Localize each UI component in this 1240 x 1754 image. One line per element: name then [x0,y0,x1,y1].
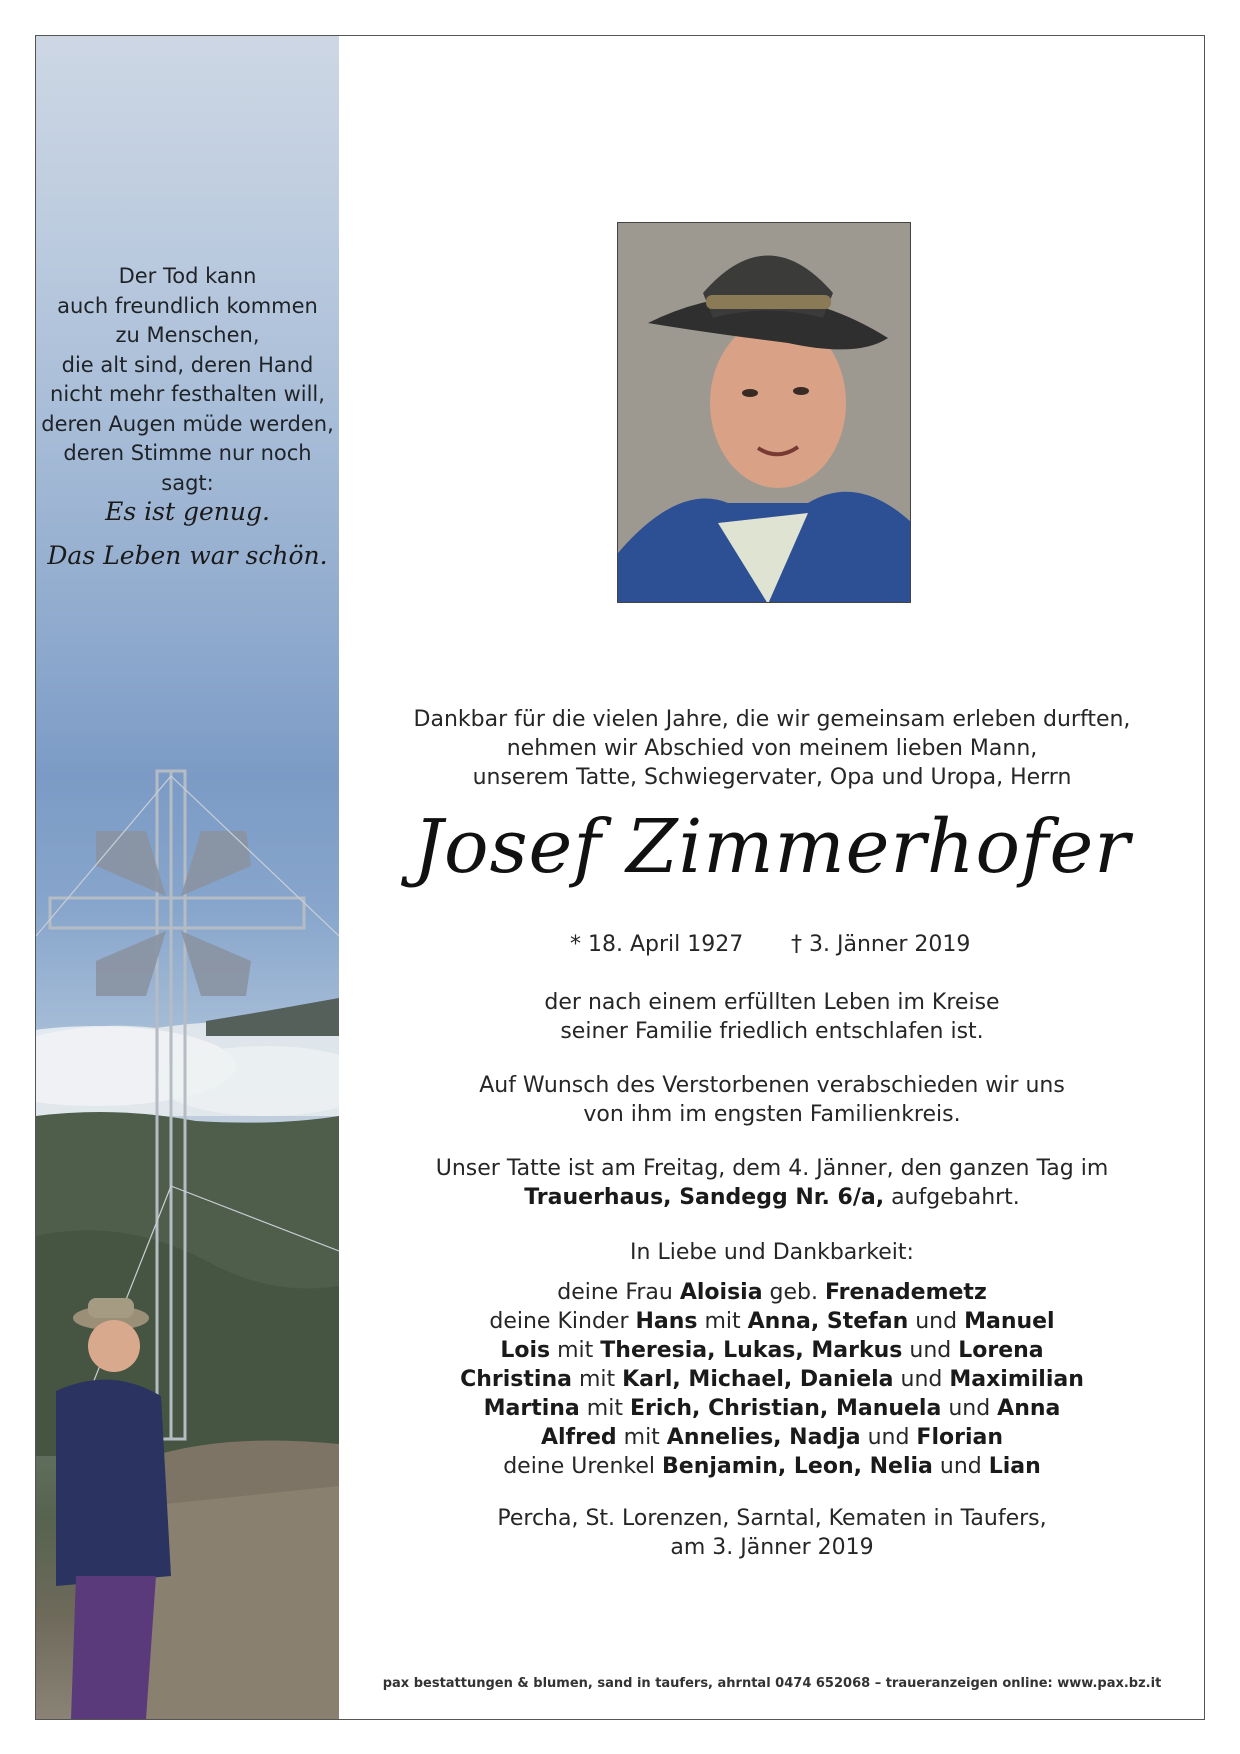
quote-line: deren Augen müde werden, [41,411,334,436]
quote-line: auch freundlich kommen [57,293,318,318]
quote-closing [36,490,339,578]
family-name: Lois [500,1338,551,1363]
family-name: Anna, Stefan [747,1309,909,1334]
birth-date: * 18. April 1927 [570,932,744,957]
family-connector: mit [579,1396,630,1421]
family-name: Anna [997,1396,1061,1421]
quote-script-line: Es ist genug. [105,497,270,526]
quote-line: deren Stimme nur noch sagt: [63,441,312,495]
family-connector: und [932,1454,989,1479]
family-line [339,1336,1205,1365]
family-line [339,1452,1205,1481]
viewing-info [339,1154,1205,1212]
passing-line: seiner Familie friedlich entschlafen ist. [560,1019,984,1044]
family-name: Lian [988,1454,1041,1479]
family-connector: deine Kinder [489,1309,636,1334]
family-line [339,1307,1205,1336]
family-connector: und [908,1309,965,1334]
place-line: Percha, St. Lorenzen, Sarntal, Kematen in Taufers, [497,1506,1047,1531]
family-name: Manuel [964,1309,1055,1334]
family-name: Lorena [958,1338,1044,1363]
place-date [339,1504,1205,1562]
intro-text [339,705,1205,792]
deceased-name: Josef Zimmerhofer [413,804,1131,890]
family-connector: mit [616,1425,667,1450]
date-line: am 3. Jänner 2019 [670,1535,874,1560]
family-name: Erich, Christian, Manuela [629,1396,942,1421]
portrait-photo [617,222,911,603]
family-connector: und [902,1338,959,1363]
family-name: Martina [483,1396,580,1421]
passing-text [339,988,1205,1046]
family-connector: mit [697,1309,748,1334]
portrait-illustration [618,223,911,603]
intro-line: unserem Tatte, Schwiegervater, Opa und Uropa, Herrn [472,765,1072,790]
family-connector: und [941,1396,998,1421]
family-name: Maximilian [949,1367,1084,1392]
family-connector: deine Frau [557,1280,680,1305]
quote-line: zu Menschen, [115,323,260,347]
quote-line: Der Tod kann [118,264,257,288]
quote-line: die alt sind, deren Hand [61,352,314,377]
family-name: Frenademetz [825,1280,987,1305]
family-name: Karl, Michael, Daniela [622,1367,894,1392]
quote-script-line: Das Leben war schön. [47,541,328,570]
family-name: Annelies, Nadja [666,1425,861,1450]
family-connector: und [893,1367,950,1392]
death-date: † 3. Jänner 2019 [791,932,971,957]
family-connector: deine Urenkel [503,1454,663,1479]
family-name: Florian [916,1425,1004,1450]
viewing-after: aufgebahrt. [884,1185,1020,1210]
wish-line: Auf Wunsch des Verstorbenen verabschieden wir uns [479,1073,1065,1098]
love-text: In Liebe und Dankbarkeit: [630,1240,914,1265]
life-dates [339,932,1205,962]
family-connector: mit [550,1338,601,1363]
family-line [339,1394,1205,1423]
intro-line: Dankbar für die vielen Jahre, die wir gemeinsam erleben durften, [413,707,1131,732]
family-connector: und [860,1425,917,1450]
family-name: Aloisia [679,1280,763,1305]
viewing-line [339,1183,1205,1212]
love-line [339,1238,1205,1267]
family-name: Theresia, Lukas, Markus [600,1338,903,1363]
wish-line: von ihm im engsten Familienkreis. [583,1102,961,1127]
memorial-quote [36,262,339,498]
family-name: Hans [635,1309,698,1334]
intro-line: nehmen wir Abschied von meinem lieben Mann, [506,736,1038,761]
family-line [339,1423,1205,1452]
family-name: Alfred [540,1425,617,1450]
family-name: Benjamin, Leon, Nelia [662,1454,933,1479]
footer-imprint: pax bestattungen & blumen, sand in taufers, ahrntal 0474 652068 – traueranzeigen online: www.pax.bz.it [382,1676,1162,1691]
family-line [339,1278,1205,1307]
family-line [339,1365,1205,1394]
passing-line: der nach einem erfüllten Leben im Kreise [544,990,1000,1015]
viewing-line: Unser Tatte ist am Freitag, dem 4. Jänner, den ganzen Tag im [435,1156,1109,1181]
viewing-place: Trauerhaus, Sandegg Nr. 6/a, [524,1185,885,1210]
quote-line: nicht mehr festhalten will, [50,382,325,406]
family-list [339,1278,1205,1481]
farewell-wish [339,1071,1205,1129]
family-connector: mit [571,1367,623,1392]
family-connector: geb. [762,1280,826,1305]
family-name: Christina [460,1367,572,1392]
